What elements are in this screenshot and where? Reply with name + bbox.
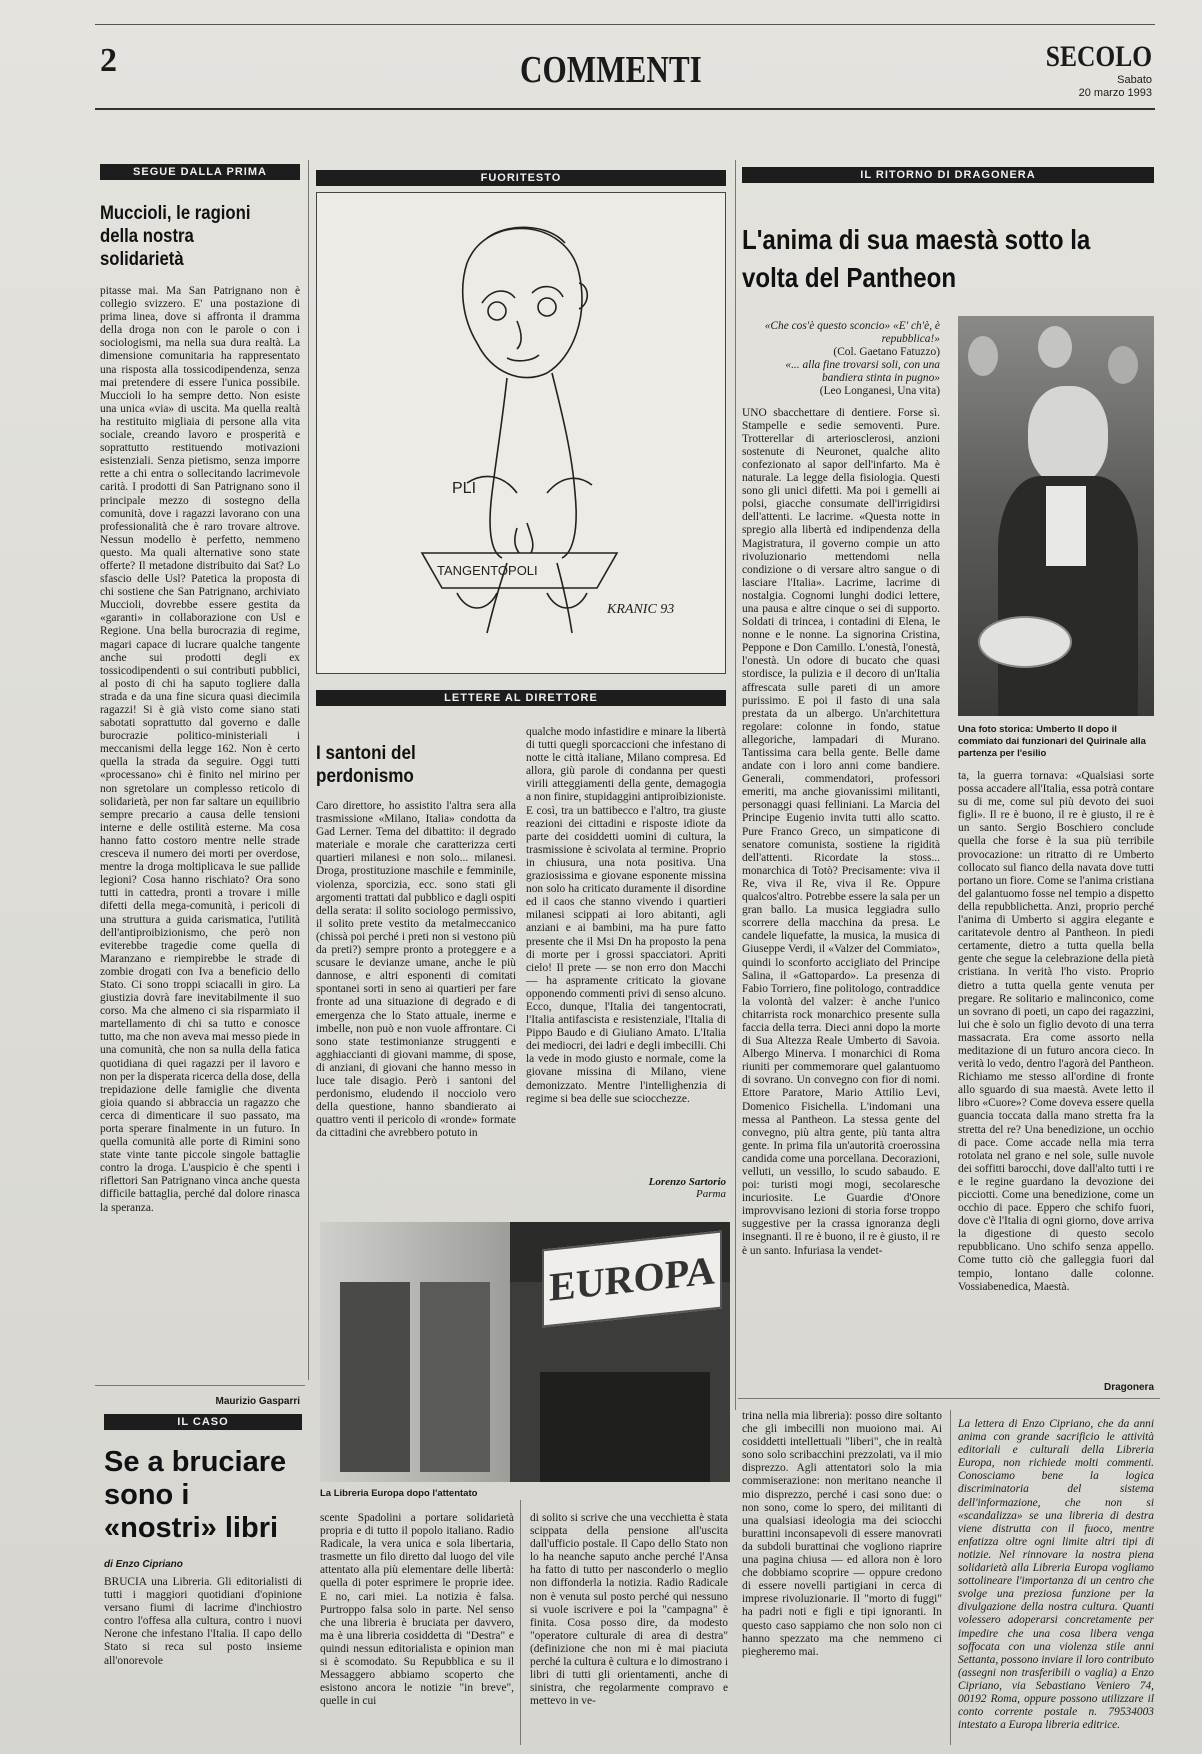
headline: L'anima di sua maestà sotto la volta del Pantheon [742, 224, 1091, 293]
letter-body-b: qualche modo infastidire e minare la libertà di tutti quegli sporcaccioni che infestano di notte le città italiane, Milano compresa. Ed allora, giù parole di condanna per questi virili atteggiamenti della gente, demagogia a non finire, stupidaggini antiproibizioniste. E così, tra un battibecco e l'altro, tra giuste reazioni dei cittadini e risposte idiote da parte dei cosiddetti uomini di cultura, la trasmissione è scivolata al termine. Proprio in chiusura, una nota positiva. Una graziosissima e giovane esponente missina non solo ha criticato duramente il disordine ed il caos che stanno vivendo i quartieri milanesi scippati ai loro abitanti, agli anziani e ai bambini, ma ha pure fatto presente che il Msi Dn ha proposto la pena di morte per i grossi spacciatori. Apriti cielo! Il prete — se non erro don Macchi — ha aspramente criticato la giovane opponendo commenti privi di senso alcuno. Ecco, dunque, l'Italia dei tangentocrati, l'Italia antifascista e resistenziale, l'Italia di Pippo Baudo e di Giuliano Amato. L'Italia dei mediocri, dei ladri e degli imbecilli. Chi la vede in modo giusto e normale, come la giovane missina di Milano, viene demonizzato. Mentre l'intellighenzia di regime si bea delle sue sciocchezze. [526, 726, 726, 1105]
caso-col-c [530, 1512, 728, 1744]
caso-col-b [320, 1512, 514, 1744]
letter-signature: Lorenzo Sartorio [648, 1176, 726, 1188]
letter-city: Parma [696, 1188, 726, 1200]
headline: I santoni del perdonismo [316, 743, 416, 787]
umberto-photo [958, 316, 1154, 716]
caso-col-d [742, 1410, 942, 1744]
article-dragonera [742, 167, 1154, 297]
article-body: pitasse mai. Ma San Patrignano non è collegio svizzero. E' una postazione di prima linea, dove si affronta il dramma della droga non con le parole o con i sociologismi, ma nella sua dura realtà. La dimensione comunitaria ha rappresentato una risposta alla tossicodipendenza, senza mai pretendere di essere l'unica possibile. Muccioli lo ha sempre detto. Non esiste una unica «via» di uscita. Ma quella realtà ha restituito migliaia di persone alla vita sociale, creando lavoro e prosperità e soprattutto restituendo motivazioni esistenziali. Senza pietismo, senza imporre rette a chi entra o sollecitando lacrimevole carità. I prodotti di San Patrignano sono il principale mezzo di sostegno della comunità, dove i ragazzi lavorano con una professionalità che è raro trovare altrove. Nessun modello è perfetto, nemmeno questo. Ma quali alternative sono state offerte? Il metadone distribuito dai Sat? Lo sfascio delle Usl? Patetica la proposta di chi sostiene che San Patrignano, archiviato Muccioli, dovrebbe essere gestita da «garanti» in collaborazione con Usl e Regione. Una bella burocrazia di regime, magari capace di lucrare qualche tangente anche sui prodotti degli ex tossicodipendenti o sui contributi pubblici, al posto di chi ha saputo togliere dalla strada e da una fine sicura quasi diecimila ragazzi! Si è già visto come siano stati sabotati soprattutto dal governo e dalle burocrazie politico-ministeriali i meccanismi della legge 162. Non è certo quella la strada da seguire. Oggi tutti «processano» chi è finito nel mirino per non sgretolare un complesso reticolo di solidarietà, per non far saltare un equilibrio sempre precario a causa delle tensioni interne e delle ostilità esterne. Ma cosa hanno fatto costoro mentre nelle strade cresceva il numero dei morti per overdose, mentre la droga moltiplicava le sue pallide legioni? Cosa hanno rischiato? Ora sono tutti in cattedra, pronti a trovare i mille difetti della mega-comunità, i pericoli di una struttura a guida carismatica, l'utilità dell'antiproibizionismo, che però non eviterebbe tragedie come quella di Maranzano e riempirebbe le strade di zombie drogati con Iva a beneficio dello Stato. Ci sono troppi sciacalli in giro. La giustizia dovrà fare inevitabilmente il suo corso. Ma che almeno ci sia risparmiato il martellamento di chi sa tutto e conosce tutto, ma che non aveva mai messo piede in una comunità, che non sa nulla della fatica quotidiana di quei ragazzi per il lavoro e non per la disperata ricerca della dose, della trepidazione delle famiglie che diventa gioia quando si abbraccia un ragazzo che cerca di dimenticare il suo passato, ma porta sperare finalmente in un futuro. In quella comunità alle porte di Rimini sono state vinte tante piccole singole battaglie contro la droga. L'auspicio è che spenti i riflettori San Patrignano vinca anche questa difficile battaglia, perché dal dolore rinasca la speranza. [100, 285, 300, 1214]
caso-body-a: BRUCIA una Libreria. Gli editorialisti di tutti i maggiori quotidiani d'opinione versano fiumi di lacrime d'inchiostro contro l'offesa alla cultura, contro i nuovi Nerone che infestano l'Italia. Il capo dello Stato si reca sul posto insieme all'onorevole [104, 1576, 302, 1667]
article-muccioli [100, 164, 300, 1407]
caso-body-d: trina nella mia libreria): posso dire soltanto che gli imbecilli non muoiono mai. Ai cosiddetti intellettuali "liberi", che in realtà sono solo scribacchini prezzolati, va il mio disprezzo. Agli attentatori solo la mia commiserazione: non meritano neanche il mio disprezzo, perché i casi sono due: o non sono, come lo spero, dei militanti di una qualsiasi ideologia ma dei sciocchi burattini inconsapevoli di essere manovrati da subdoli burattinai che vogliono riaprire una pagina chiusa — ed allora non è loro che dobbiamo scoprire — oppure credono di essere novelli partigiani in cerca di imprese rivoluzionarie. Il "morto di fuggi" ha padri noti e figli e tipi ignoranti. In questo caso sappiamo che non solo non ci hanno spezzato ma che nemmeno ci piegheremo mai. [742, 1410, 942, 1658]
header-rule [95, 108, 1155, 110]
cartoon-label-tangentopoli: TANGENTOPOLI [437, 563, 538, 578]
cartoon-drawing [317, 193, 725, 673]
top-rule [95, 24, 1155, 25]
article-caso [104, 1414, 302, 1696]
dateline-date: 20 marzo 1993 [1078, 87, 1152, 99]
column-rule [735, 160, 736, 1410]
epigraph-2: «... alla fine trovarsi soli, con una bandiera stinta in pugno» [785, 359, 940, 385]
page-number: 2 [100, 42, 117, 79]
signature: Dragonera [1103, 1382, 1154, 1393]
fuoritesto [316, 170, 726, 674]
letter-body-a: Caro direttore, ho assistito l'altra sera alla trasmissione «Milano, Italia» condotta da Gad Lerner. Tema del dibattito: il degrado materiale e morale che caratterizza certi quartieri milanesi e non solo... milanesi. Droga, prostituzione maschile e femminile, violenza, sporcizia, ecc. sono stati gli argomenti trattati dal pubblico e dagli ospiti della serata: il solito sociologo permissivo, il solito prete vestito da metalmeccanico (chissà poi perché i preti non si vestono più da preti?) sempre pronto a proteggere e a scusare le devianze umane, anche le più dannose, e altri esponenti di comitati spontanei sorti in seno ai quartieri per fare fronte ad una situazione di degrado e di emergenza che lo Stato attuale, inerme e imbelle, non può e non vuole affrontare. Ci sono state testimonianze struggenti e agghiaccianti di giovani mamme, di spose, di anziani, di giovani che hanno messo in luce tale disagio. Però i santoni del perdonismo, eludendo il nocciolo vero della questione, hanno sbandierato ai quattro venti il pericolo di «ronde» formate da cittadini che avrebbero potuto in [316, 800, 516, 1140]
kicker-bar: IL RITORNO DI DRAGONERA [742, 167, 1154, 183]
dragonera-right [958, 770, 1154, 1393]
section-title: COMMENTI [520, 49, 702, 91]
dragonera-left [742, 320, 940, 1373]
kicker-bar: LETTERE AL DIRETTORE [316, 690, 726, 706]
signature: Maurizio Gasparri [215, 1396, 300, 1407]
article-body-a: UNO sbacchettare di dentiere. Forse sì. Stampelle e sedie semoventi. Pure. Trotterellar di arteriosclerosi, anzioni sostenute di Neuronet, qualche alito confezionato al sapor dell'infarto. Ma è naturale. La legge della fisiologia. Questi sono gli unici difetti. Ma poi i gemelli ai polsi, giacche consumate dell'irrigidirsi dell'attenti. Le lacrime. «Questa notte in spregio alla libertà ed indipendenza della Magistratura, il governo compie un atto rivoluzionario mettendomi nella condizione o di versare altro sangue o di lasciare l'Italia». Lacrime, lacrime di nostalgia. Cognomi lunghi dodici lettere, una pausa e altre cinque o sei di supporto. Soldati di trincea, i contadini di Elena, le nonne e le nonne. La signorina Cristina, Peppone e Don Camillo. L'onestà, l'onestà, l'onestà. Un odore di bucato che quasi stordisce, la pulizia e il decoro di un'Italia affrescata sulle pareti di un amore purissimo. E poi il fasto di una sala prestata da un albergo. Un'architettura regolare: colonne in fondo, statue allegoriche, lampadari di Murano. Tantissima cara bella gente. Belle dame andate con i loro anni come bandiere. Generali, commendatori, professori emeriti, ma anche giovanissimi militanti, personaggi quasi felliniani. La Marcia del Principe Eugenio invita tutti allo scatto. Pure Franco Greco, un simpaticone di senatore comunista, sostiene la rigidità dell'attenti. Ricordate la stoss... monarchica di Totò? Precisamente: viva il Re, viva il Re, viva il Re. Oppure qualcos'altro. Potrebbe essere la sala per un gran ballo. La musica leggiadra sullo scorrere della macchina da presa. Le candele liquefatte, la musica, la musica di Giuseppe Verdi, il «Valzer del Commiato», quindi lo sconforto accigliato del Principe Salina, il «Gattopardo». La presenza di Fabio Torriero, fine politologo, contraddice la volontà del valzer: è anche l'unico chitarrista rock monarchico presente sulla faccia della terra. Dieci anni dopo la morte di Sua Altezza Reale Umberto di Savoia. Albergo Minerva. I monarchici di Roma riuniti per commemorare quel galantuomo di sovrano. Un convegno con fior di nomi. Ettore Paratore, Mario Attilio Levi, Domenico Fisichella. L'indomani una messa al Pantheon. La stessa gente del convegno, più altra gente, più tanta altra gente. In prima fila un'autorità croerossina candida come una porcellana. Decorazioni, velluti, un vessillo, lo scudo sabaudo. E poi: turisti mogi mogi, secolaresche incuriosite. Le Guardie d'Onore improvvisano lezioni di storia forse troppo suggestive per la crassa ignoranza degli insegnanti. Il re è buono, il re è giusto, il re è un santo. Infuriasa la vendet- [742, 406, 940, 1257]
column-rule [950, 1410, 951, 1745]
article-body-b: ta, la guerra tornava: «Qualsiasi sorte possa accadere all'Italia, essa potrà contare su di me, come sul più devoto dei suoi figli». Il re è buono, il re è giusto, il re è un santo. Sergio Boschiero conclude quella che forse è la sua più terribile provocazione: un ritratto di re Umberto collocato sul fianco della navata dove tutti portano un fiore. Come se l'anima cristiana del galantuomo fosse nel tempio a dispetto della repubblichetta. Anzi, proprio perché l'anima di Umberto si aggira elegante e caritatevole dentro al Pantheon. In piedi certamente, dietro a tutta quella bella gente che segue la celebrazione della pietà cristiana. In verità l'ho visto. Proprio dietro a tutta quella gente venuta per pregare. Re solitario e malinconico, come un sovrano di poeti, un capo dei ragazzini, lui che è solo un figlio devoto di una terra massacrata. Era come assorto nella meditazione di un futuro ancora cieco. In verità lo vedo, dentro l'agorà del Pantheon. Richiamo me stesso all'ordine di fronte allo sguardo di sua maestà. Avete letto il libro «Cuore»? Come doveva essere quella guancia toccata dalla mano stretta fra la stretta del re? Una benedizione, un occhio di pace. Come accade nella mia terra rotolata nel grano e nel sole, sulle nuvole dei soffitti barocchi, dove dall'alto tutti i re e le regine guardano la devozione dei picciotti. Come una benedizione, come un occhio di pace. Eppero che schifo fuori, dove c'è l'Italia di ogni giorno, dove arriva la digestione di questo secolo repubblicano. Uno schifo senza appello. Come tutto ciò che galleggia fuori dal tempio, lontano dalle colonne. Vossiabenedica, Maestà. [958, 770, 1154, 1293]
dateline-day: Sabato [1117, 74, 1152, 86]
newspaper-logo: SECOLO [1045, 40, 1152, 73]
cartoon-signature: KRANIC 93 [607, 602, 675, 617]
europa-photo [320, 1222, 730, 1482]
cartoon-label-pli: PLI [452, 480, 477, 497]
masthead [1027, 40, 1152, 100]
editor-note [958, 1418, 1154, 1744]
caso-body-b: scente Spadolini a portare solidarietà propria e di tutto il popolo italiano. Radio Radicale, la vera unica e sola libertaria, trasmette un filo diretto dal luogo del vile attentato alla più elementare delle libertà: quella di poter esprimere le proprie idee. E no, cari miei. La notizia è falsa. Purtroppo falsa solo in parte. Nel senso che una libreria è bruciata per davvero, ma è una libreria cosiddetta di "Destra" e quindi nessun editorialista e opinion man si è scomodato. Su Repubblica e su il Messaggero abbiamo scoperto che esistono ancora le notizie "in breve", quelle in cui [320, 1512, 514, 1708]
epigraph-2-source: (Leo Longanesi, Una vita) [819, 385, 940, 398]
umberto-caption: Una foto storica: Umberto II dopo il commiato dai funzionari del Quirinale alla partenza per l'esilio [958, 724, 1146, 759]
europa-caption: La Libreria Europa dopo l'attentato [320, 1488, 478, 1499]
cartoon-frame [316, 192, 726, 674]
kicker-bar: SEGUE DALLA PRIMA [100, 164, 300, 180]
kicker-bar: IL CASO [104, 1414, 302, 1430]
caso-body-c: di solito si scrive che una vecchietta è stata scippata della pensione all'uscita dall'ufficio postale. Il Capo dello Stato non lo ha neanche saputo anche perché l'Ansa ha fatto di tutto per nasconderlo o meglio non diffonderla la notizia. Radio Radicale non è venuta sul posto perché qui nessuno si vuole iscrivere e poi la "campagna" è finita. Cosa posso dire, da modesto "operatore culturale di area di destra" (definizione che non mi è mai piaciuta perché la cultura è cultura e lo dimostrano i libri di tutti gli orientamenti, anche di sinistra, che regolarmente compravo e mettevo in ve- [530, 1512, 728, 1708]
column-rule [520, 1500, 521, 1745]
headline: Se a bruciare sono i «nostri» libri [104, 1446, 287, 1544]
epigraph-1-source: (Col. Gaetano Fatuzzo) [833, 346, 940, 359]
section-rule [738, 1398, 1160, 1399]
epigraph-1: «Che cos'è questo sconcio» «E' ch'è, è repubblica!» [764, 320, 940, 346]
column-rule [308, 160, 309, 1380]
editor-note-body: La lettera di Enzo Cipriano, che da anni anima con grande sacrificio le attività editoriali e culturali della Libreria Europa, non richiede molti commenti. Conosciamo bene la logica discriminatoria del sistema dell'informazione, che non si «scandalizza» se una libreria di destra viene distrutta con il fuoco, mentre enfatizza oltre ogni limite altri tipi di notizie. Nel rinnovare la nostra piena solidarietà alla Libreria Europa vogliamo sottolineare l'importanza di un centro che svolge una preziosa funzione per la divulgazione della nostra cultura. Quanti volessero adoperarsi concretamente per impedire che una cosa libera venga soffocata con una violenza stile anni Settanta, possono inviare il loro contributo (assegni non trasferibili o vaglia) a Enzo Cipriano, via Sebastiano Veniero 74, 00192 Roma, oppure possono utilizzare il conto corrente postale n. 79534003 intestato a Europa libreria editrice. [958, 1418, 1154, 1732]
byline: di Enzo Cipriano [104, 1559, 183, 1570]
letters-section [316, 690, 726, 1226]
europa-sign: EUROPA [549, 1247, 715, 1310]
headline: Muccioli, le ragioni della nostra solidarietà [100, 203, 251, 270]
kicker-bar: FUORITESTO [316, 170, 726, 186]
